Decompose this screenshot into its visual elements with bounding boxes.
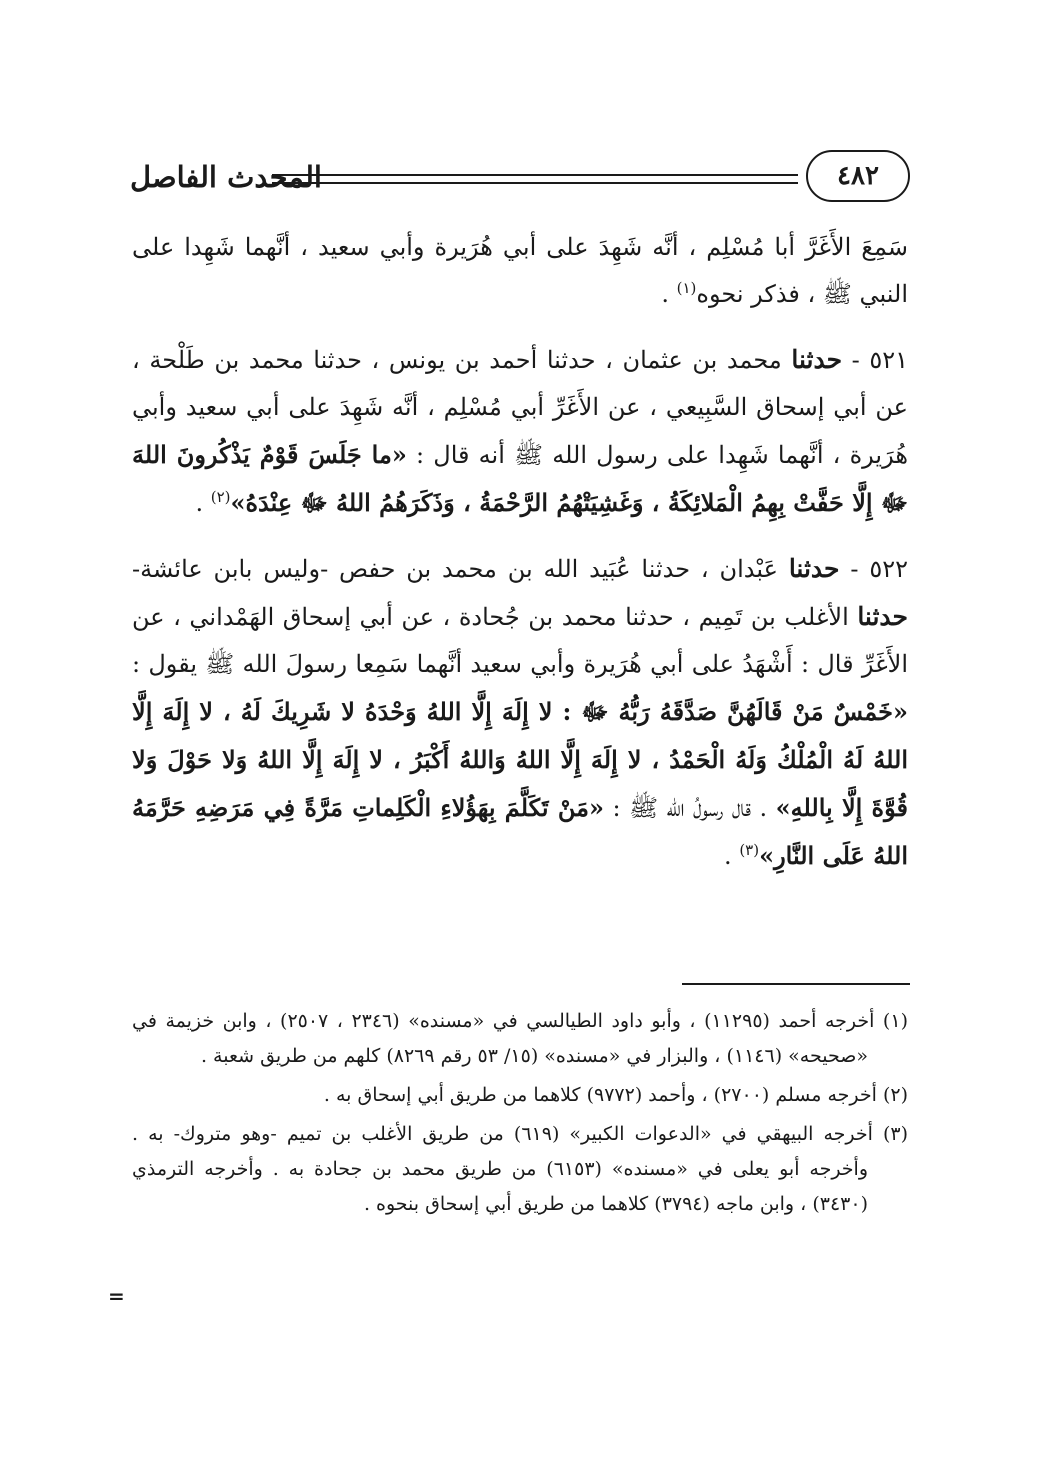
main-text: [132, 224, 908, 894]
footnote-ref: (١): [676, 279, 697, 297]
hadith-text: . قال رسولُ الله ﷺ :: [603, 794, 776, 822]
hadith-number: ٥٢١ -: [842, 346, 908, 374]
header-rule-line: [272, 182, 798, 184]
footnote-ref: (٢): [210, 488, 231, 506]
hadith-matn: «مَنْ تَكَلَّمَ بِهَؤُلاءِ الْكَلِماتِ مَرَّةً فِي مَرَضِهِ حَرَّمَهُ اللهُ عَلَى النَّارِ»: [132, 793, 908, 870]
hadith-isnad: الأغلب بن تَمِيم ، حدثنا محمد بن جُحادة ، عن أبي إسحاق الهَمْداني ، عن الأَغَرِّ قال : أَشْهَدُ على أبي هُرَيرة وأبي سعيد أنَّهما سَمِعا رسولَ الله ﷺ يقول :: [132, 603, 908, 678]
narration-keyword: حدثنا: [791, 345, 843, 374]
narration-keyword: حدثنا: [788, 554, 840, 583]
hadith-522: [132, 545, 908, 880]
paragraph-end: .: [195, 489, 211, 517]
paragraph-end: .: [661, 280, 677, 308]
footnote-2: (٢) أخرجه مسلم (٢٧٠٠) ، وأحمد (٩٧٧٢) كلاهما من طريق أبي إسحاق به .: [323, 1084, 908, 1106]
hadith-521: [132, 336, 908, 527]
narration-keyword: حدثنا: [857, 602, 909, 631]
header-double-rule: [272, 172, 798, 186]
page-header: [130, 150, 910, 212]
hadith-matn: «خَمْسٌ مَنْ قَالَهُنَّ صَدَّقَهُ رَبُّهُ ﷻ : لا إِلَهَ إِلَّا اللهُ وَحْدَهُ لا شَرِيكَ لَهُ ، لا إِلَهَ إِلَّا اللهُ لَهُ الْمُلْكُ وَلَهُ الْحَمْدُ ، لا إِلَهَ إِلَّا اللهُ وَاللهُ أَكْبَرُ ، لا إِلَهَ إِلَّا اللهُ وَلا حَوْلَ وَلا قُوَّةَ إِلَّا بِاللهِ»: [132, 697, 908, 822]
hadith-isnad: عَبْدان ، حدثنا عُبَيد الله بن محمد بن حفص -وليس بابن عائشة-: [132, 555, 789, 583]
page-number: ٤٨٢: [806, 150, 910, 202]
header-rule-line: [272, 174, 798, 176]
footnote-3: (٣) أخرجه البيهقي في «الدعوات الكبير» (٦١٩) من طريق الأغلب بن تميم -وهو متروك- به . وأخرجه أبو يعلى في «مسنده» (٦١٥٣) من طريق محمد بن جحادة به . وأخرجه الترمذي (٣٤٣٠) ، وابن ماجه (٣٧٩٤) كلاهما من طريق أبي إسحاق بنحوه .: [132, 1123, 908, 1215]
footnote-ref: (٣): [739, 841, 760, 859]
footnotes: [132, 1004, 908, 1226]
hadith-isnad: محمد بن عثمان ، حدثنا أحمد بن يونس ، حدثنا محمد بن طَلْحة ، عن أبي إسحاق السَّبِيعي ، عن الأَغَرِّ أبي مُسْلِم ، أنَّه شَهِدَ على أبي سعيد وأبي هُرَيرة ، أنَّهما شَهِدا على رسول الله ﷺ أنه قال :: [132, 346, 908, 469]
continuation-mark: =: [108, 1284, 125, 1308]
footnote-1: (١) أخرجه أحمد (١١٢٩٥) ، وأبو داود الطيالسي في «مسنده» (٢٣٤٦ ، ٢٥٠٧) ، وابن خزيمة في «صحيحه» (١١٤٦) ، والبزار في «مسنده» (١٥/ ٥٣ رقم ٨٢٦٩) كلهم من طريق شعبة .: [132, 1010, 908, 1067]
paragraph-end: .: [724, 842, 740, 870]
footnote-divider: [682, 983, 910, 985]
book-title: المحدث الفاصل: [130, 160, 322, 194]
hadith-matn: «ما جَلَسَ قَوْمٌ يَذْكُرونَ اللهَ ﷻ إِلَّا حَفَّتْ بِهِمُ الْمَلائِكَةُ ، وَغَشِيَتْهُمُ الرَّحْمَةُ ، وَذَكَرَهُمُ اللهُ ﷻ عِنْدَهُ»: [132, 440, 908, 517]
paragraph-continuation: [132, 224, 908, 318]
hadith-number: ٥٢٢ -: [839, 555, 908, 583]
paragraph-text: سَمِعَ الأَغَرَّ أبا مُسْلِم ، أنَّه شَهِدَ على أبي هُرَيرة وأبي سعيد ، أنَّهما شَهِدا على النبي ﷺ ، فذكر نحوه: [132, 233, 908, 308]
